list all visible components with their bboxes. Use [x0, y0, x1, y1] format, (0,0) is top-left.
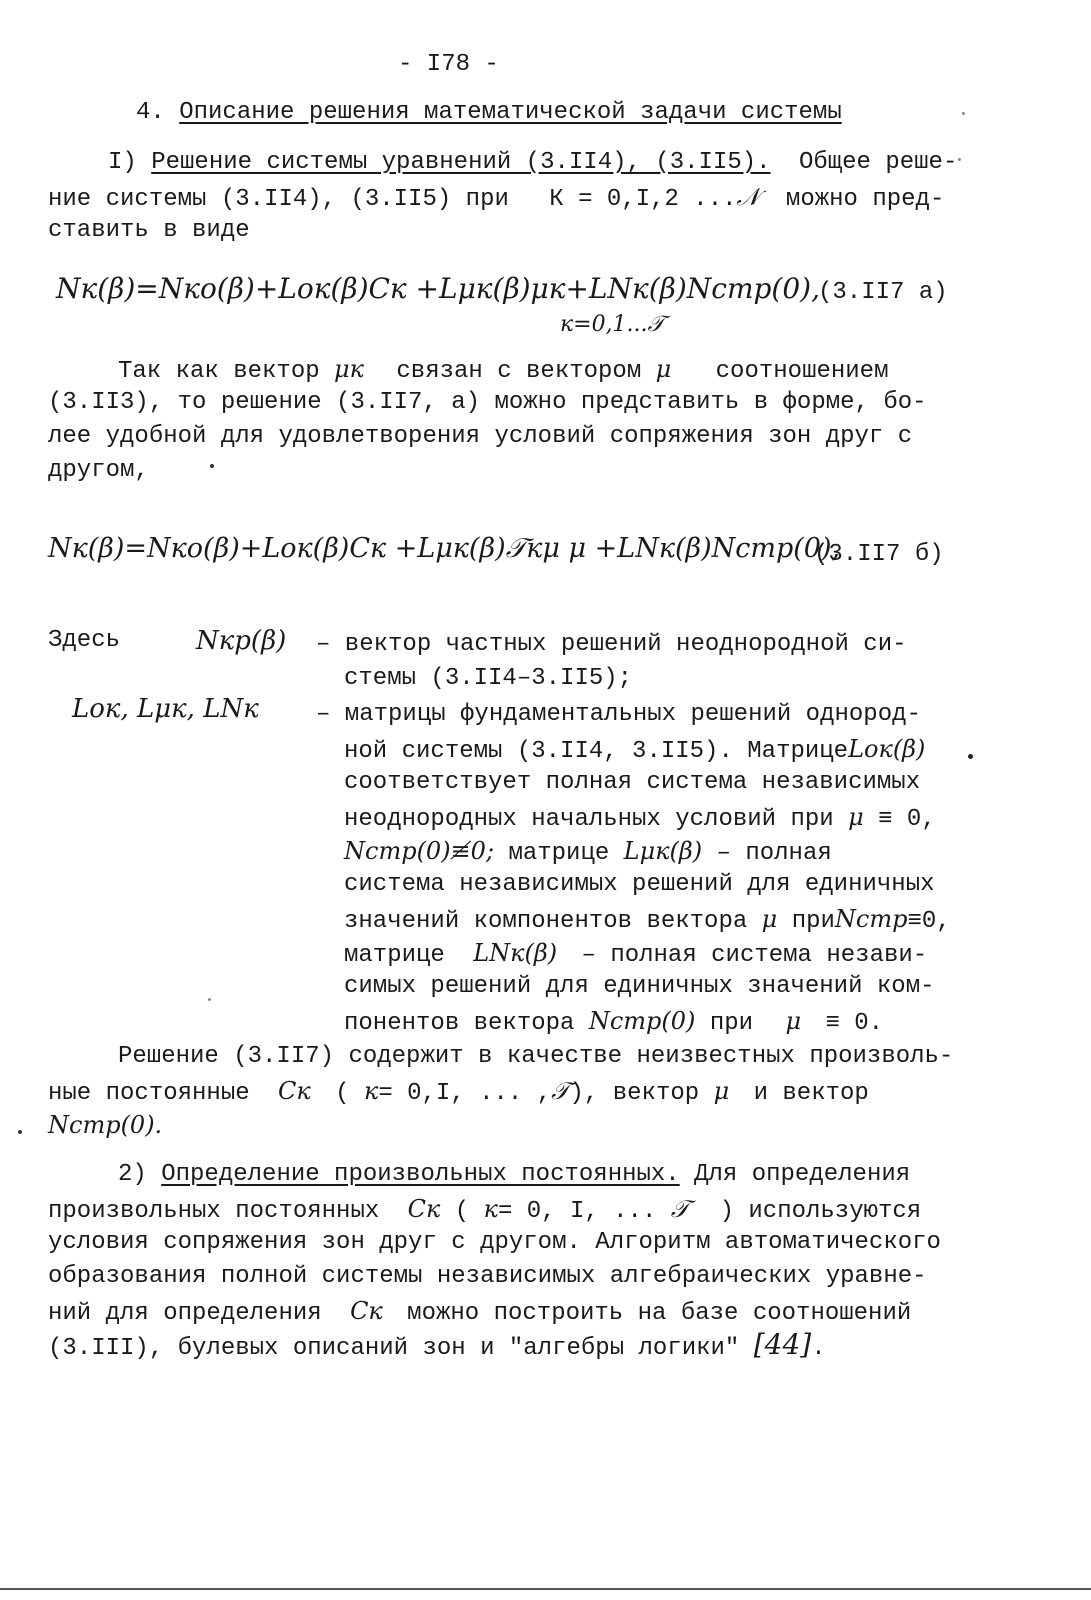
section1-line2: [48, 180, 944, 217]
text-fragment: и вектор: [753, 1080, 869, 1107]
text-fragment: связан с вектором: [396, 358, 642, 385]
text-fragment: можно построить на базе соотношений: [407, 1300, 912, 1327]
formula-b-expression: Nк(β)=Nкo(β)+Lок(β)Cк +Lμк(β)𝒯кμ μ +LNк(β)Nсmp(0),: [48, 533, 841, 564]
scan-speck: [958, 158, 961, 161]
handwritten-symbol: μ: [655, 355, 672, 383]
def2-line10: [344, 1004, 883, 1041]
text-fragment: (: [454, 1198, 470, 1225]
handwritten-symbol: Cк: [350, 1297, 383, 1325]
section2-line5: [48, 1294, 911, 1331]
section2-line3: условия сопряжения зон друг с другом. Алгоритм автоматического: [48, 1229, 941, 1256]
text-fragment: = 0, I, ...: [497, 1198, 657, 1225]
para2-line4: другом,: [48, 457, 149, 484]
handwritten-symbol: μ: [785, 1007, 802, 1035]
def2-line8: [344, 936, 927, 973]
reference-citation: [44]: [753, 1328, 812, 1361]
def2-line3: соответствует полная система независимых: [344, 769, 921, 796]
section-heading: [136, 96, 842, 130]
heading-title: Описание решения математической задачи системы: [179, 99, 842, 126]
handwritten-symbol: Nсmp(0)≢0;: [344, 837, 495, 865]
handwritten-symbol: Lок(β): [848, 735, 926, 763]
text-fragment: ные постоянные: [48, 1080, 250, 1107]
text-fragment: ние системы (3.II4), (3.II5) при: [48, 186, 509, 213]
handwritten-symbol: к: [363, 1077, 379, 1105]
text-fragment: значений компонентов вектора: [344, 908, 748, 935]
text-fragment: матрице: [344, 942, 445, 969]
def2-line9: симых решений для единичных значений ком-: [344, 973, 935, 1000]
para3-line3: Nсmp(0).: [48, 1111, 163, 1139]
handwritten-symbol: LNк(β): [473, 939, 558, 967]
section2-line2: [48, 1192, 921, 1229]
text-fragment: ≡0,: [907, 908, 951, 935]
section2-line1: [118, 1158, 910, 1192]
section1-line1: [108, 146, 957, 180]
scan-speck: [968, 754, 973, 759]
text-fragment: – полная: [716, 840, 832, 867]
text-fragment: матрице: [508, 840, 610, 867]
section1-title: Решение системы уравнений (3.II4), (3.II5).: [151, 149, 771, 176]
symbol-nkp: Nкр(β): [196, 626, 287, 656]
text-fragment: (: [335, 1080, 350, 1107]
scan-speck: [210, 464, 214, 468]
text-fragment: ) используются: [719, 1198, 922, 1225]
text-fragment: Так как вектор: [118, 358, 320, 385]
bottom-edge-line: [0, 1588, 1091, 1590]
handwritten-symbol: 𝒩: [736, 183, 760, 211]
section2-line4: образования полной системы независимых алгебраических уравне-: [48, 1263, 927, 1290]
section2-label: 2): [118, 1161, 147, 1188]
symbol-matrices: Lок, Lμк, LNк: [72, 694, 259, 724]
text-fragment: ≡ 0.: [825, 1010, 884, 1037]
handwritten-symbol: μ: [848, 803, 864, 831]
def1-line2: стемы (3.II4–3.II5);: [344, 665, 633, 692]
text-fragment: ), вектор: [569, 1080, 700, 1107]
handwritten-symbol: Nсmp(0): [588, 1007, 696, 1035]
text-fragment: при: [709, 1010, 754, 1037]
handwritten-symbol: μк: [334, 355, 364, 383]
formula-a-tag: (3.II7 а): [818, 279, 948, 306]
text-fragment: – полная система незави-: [581, 942, 928, 969]
formula-a-subscript: к=0,1...𝒯: [560, 312, 665, 337]
heading-number: 4.: [136, 99, 165, 126]
text-fragment: соотношением: [715, 358, 889, 385]
text-fragment: = 0,I, ... ,: [378, 1080, 552, 1107]
text-fragment: неоднородных начальных условий при: [344, 806, 834, 833]
text-fragment: Для определения: [694, 1161, 911, 1188]
def2-line4: [344, 800, 936, 837]
section1-line3: ставить в виде: [48, 217, 250, 244]
text-fragment: ной системы (3.II4, 3.II5). Матрице: [344, 738, 849, 765]
handwritten-symbol: к: [483, 1195, 498, 1223]
text-fragment: произвольных постоянных: [48, 1198, 380, 1225]
text-fragment: Общее реше-: [798, 149, 958, 176]
para2-line2: (3.II3), то решение (3.II7, а) можно представить в форме, бо-: [48, 389, 927, 416]
para3-line1: Решение (3.II7) содержит в качестве неизвестных произволь-: [118, 1043, 954, 1070]
formula-a-expression: Nк(β)=Nкo(β)+Lок(β)Cк +Lμк(β)μк+LNк(β)Nсmp(0),: [56, 272, 820, 305]
para2-line1: [118, 352, 888, 389]
scan-speck: [208, 998, 211, 1001]
def1-line1: – вектор частных решений неоднородной си-: [316, 631, 907, 658]
text-fragment: можно пред-: [785, 186, 945, 213]
handwritten-symbol: Cк: [278, 1077, 311, 1105]
scan-speck: [962, 112, 965, 115]
def2-line6: система независимых решений для единичных: [344, 871, 935, 898]
page-number: - I78 -: [398, 51, 499, 78]
section2-line6: [48, 1328, 826, 1366]
handwritten-symbol: 𝒯: [551, 1077, 570, 1105]
handwritten-symbol: μ: [761, 905, 778, 933]
definitions-here: Здесь: [48, 627, 121, 654]
section2-title: Определение произвольных постоянных.: [161, 1161, 680, 1188]
handwritten-symbol: Cк: [407, 1195, 441, 1223]
handwritten-symbol: 𝒯: [670, 1195, 690, 1223]
text-fragment: при: [791, 908, 835, 935]
def2-line5: [344, 834, 832, 871]
scan-speck: [18, 1130, 22, 1134]
handwritten-symbol: μ: [713, 1077, 730, 1105]
text-fragment: К = 0,I,2 ...: [549, 186, 737, 213]
para2-line3: лее удобной для удовлетворения условий сопряжения зон друг с: [48, 423, 913, 450]
handwritten-symbol: Nсmp: [834, 905, 908, 933]
def2-line7: [344, 902, 951, 939]
def2-line2: [344, 732, 925, 769]
handwritten-symbol: Lμк(β): [623, 837, 703, 865]
def2-line1: – матрицы фундаментальных решений однород-: [316, 701, 921, 728]
formula-b-tag: (3.II7 б): [814, 541, 944, 568]
text-fragment: .: [811, 1335, 826, 1362]
text-fragment: ний для определения: [48, 1300, 322, 1327]
text-fragment: ≡ 0,: [878, 806, 936, 833]
text-fragment: понентов вектора: [344, 1010, 575, 1037]
section1-label: I): [108, 149, 137, 176]
text-fragment: (3.III), булевых описаний зон и "алгебры логики": [48, 1335, 740, 1362]
para3-line2: [48, 1074, 869, 1111]
